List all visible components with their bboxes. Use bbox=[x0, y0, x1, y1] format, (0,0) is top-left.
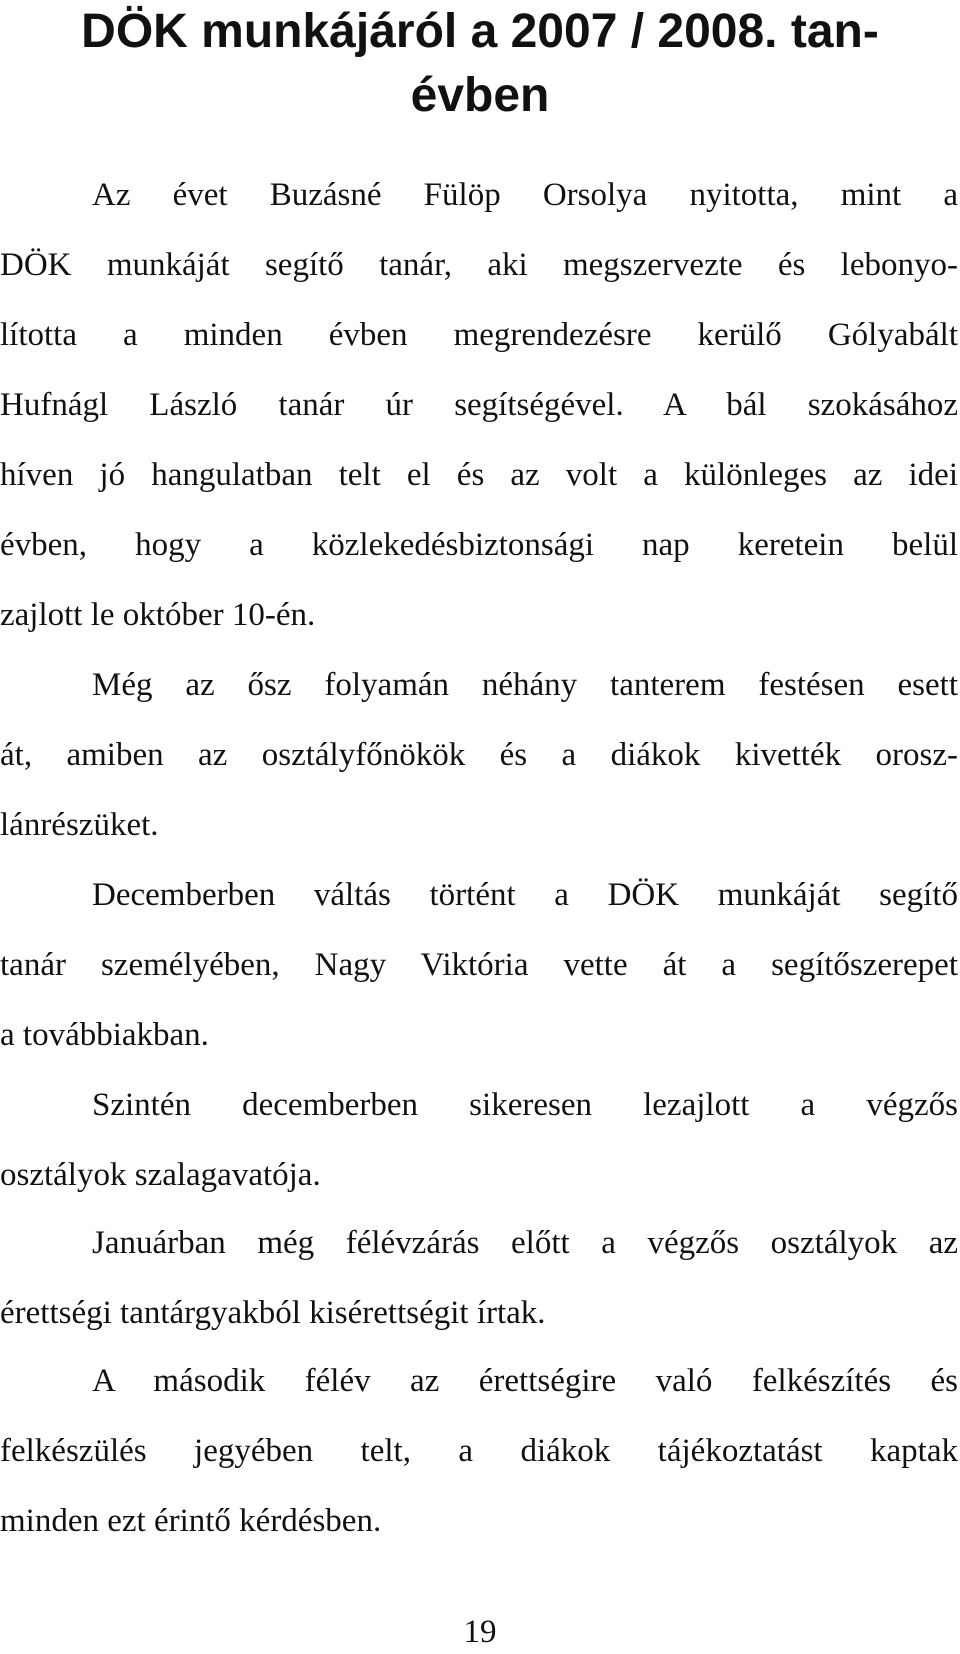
page-title bbox=[0, 0, 960, 128]
paragraph-line: tanár személyében, Nagy Viktória vette át a segítőszerepet bbox=[0, 947, 958, 983]
paragraph-line: lította a minden évben megrendezésre kerülő Gólyabált bbox=[0, 317, 958, 353]
page-number: 19 bbox=[463, 1614, 497, 1650]
page-title-line-1: DÖK munkájáról a 2007 / 2008. tan- bbox=[81, 5, 879, 58]
paragraph-line: Szintén decemberben sikeresen lezajlott a végzős bbox=[92, 1087, 958, 1123]
paragraph-line: lánrészüket. bbox=[0, 807, 159, 843]
paragraph-line: Januárban még félévzárás előtt a végzős osztályok az bbox=[92, 1225, 958, 1261]
paragraph-line: Hufnágl László tanár úr segítségével. A bál szokásához bbox=[0, 387, 958, 423]
paragraph-line: osztályok szalagavatója. bbox=[0, 1157, 321, 1193]
paragraph-valtas bbox=[0, 860, 958, 1070]
paragraph-line: zajlott le október 10-én. bbox=[0, 597, 316, 633]
paragraph-szalagavato bbox=[0, 1070, 958, 1210]
paragraph-line: Az évet Buzásné Fülöp Orsolya nyitotta, mint a bbox=[92, 177, 958, 213]
paragraph-kiserettsegi bbox=[0, 1208, 958, 1348]
paragraph-line: minden ezt érintő kérdésben. bbox=[0, 1503, 382, 1539]
paragraph-line: érettségi tantárgyakból kisérettségit írtak. bbox=[0, 1295, 546, 1331]
paragraph-masodik-felev bbox=[0, 1346, 958, 1556]
paragraph-line: évben, hogy a közlekedésbiztonsági nap keretein belül bbox=[0, 527, 958, 563]
paragraph-line: a továbbiakban. bbox=[0, 1017, 209, 1053]
page-title-line-2: évben bbox=[410, 69, 550, 122]
paragraph-line: Decemberben váltás történt a DÖK munkáját segítő bbox=[92, 877, 958, 913]
paragraph-line: Még az ősz folyamán néhány tanterem festésen esett bbox=[92, 667, 958, 703]
paragraph-golyabal bbox=[0, 160, 958, 650]
paragraph-festes bbox=[0, 650, 958, 860]
paragraph-line: felkészülés jegyében telt, a diákok tájékoztatást kaptak bbox=[0, 1433, 958, 1469]
paragraph-line: át, amiben az osztályfőnökök és a diákok kivették orosz- bbox=[0, 737, 958, 773]
paragraph-line: A második félév az érettségire való felkészítés és bbox=[92, 1363, 958, 1399]
paragraph-line: DÖK munkáját segítő tanár, aki megszervezte és lebonyo- bbox=[0, 247, 958, 283]
paragraph-line: híven jó hangulatban telt el és az volt a különleges az idei bbox=[0, 457, 958, 493]
